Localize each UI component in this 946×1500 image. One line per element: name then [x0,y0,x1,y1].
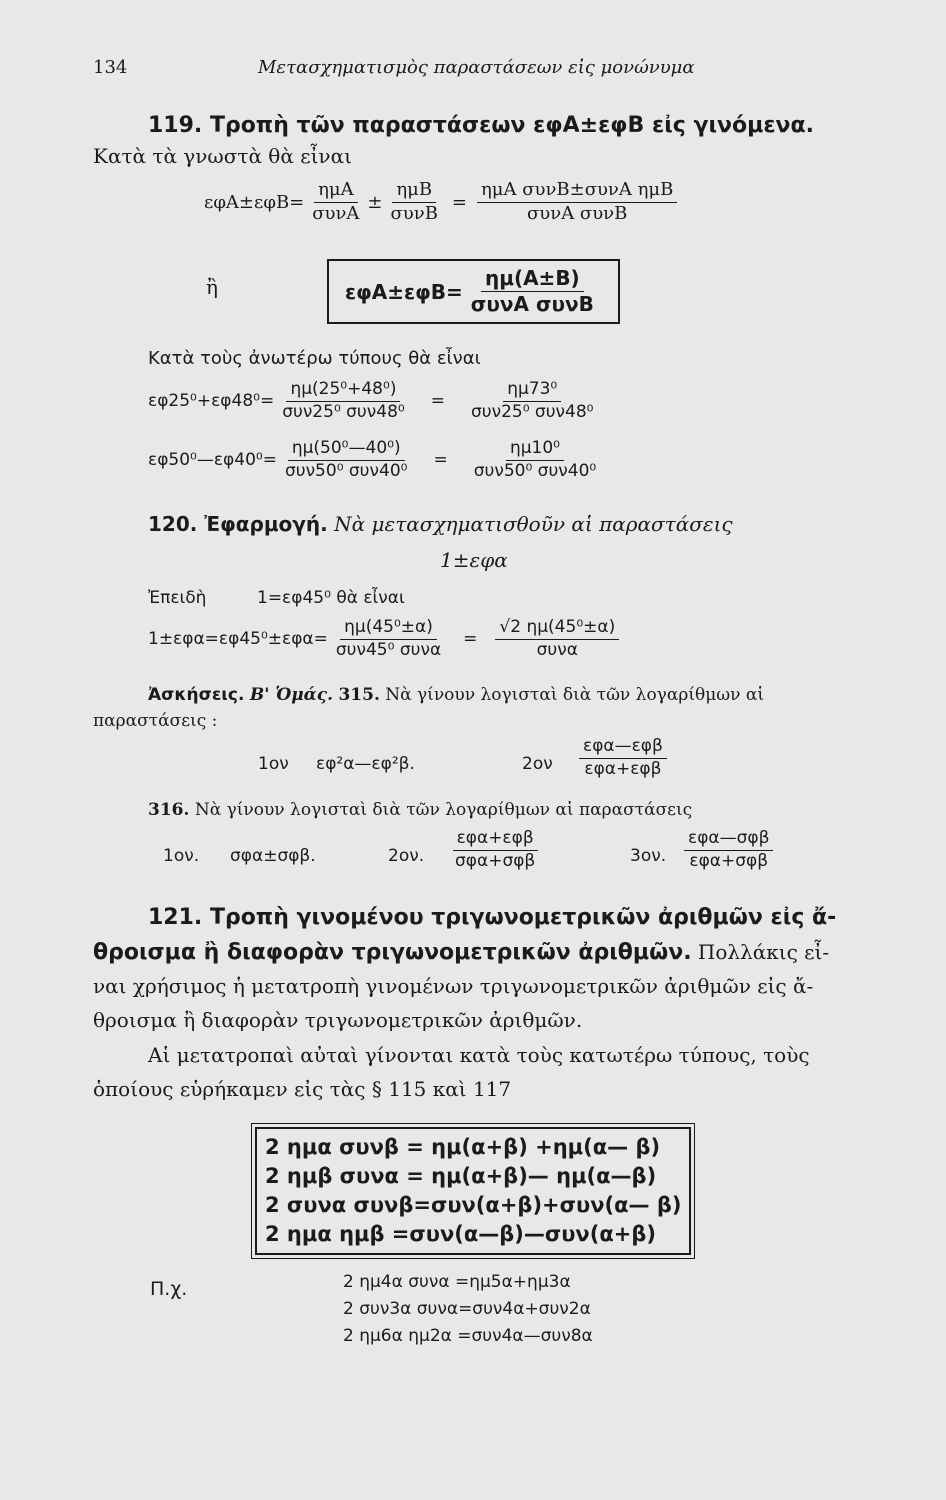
fraction [387,180,442,224]
section-119-intro: Κατὰ τὰ γνωστὰ θὰ εἶναι [93,144,352,168]
denominator: συνΑ συνΒ [470,292,594,316]
formula-tan-sum [204,180,681,224]
formula-line: 2 συνα συνβ=συν(α+β)+συν(α— β) [265,1193,682,1217]
since-word: Ἐπειδὴ [148,588,207,608]
fraction [467,380,598,422]
item-label: 3ον. [630,846,667,866]
item-fraction [575,737,671,779]
example-2 [148,439,604,481]
denominator: συν45⁰ συνα [335,639,442,660]
exercises-315 [148,685,764,705]
denominator: συνΒ [390,202,438,224]
denominator: εφα+εφβ [584,758,662,779]
section-120-title: 120. Ἐφαρμογή. [148,512,328,536]
section-121-heading: 121. Τροπὴ γινομένου τριγωνομετρικῶν ἀριθμῶν εἰς ἄ- [148,905,837,930]
fraction [470,439,601,481]
item-label: 1ον. [163,846,200,866]
formula-lhs: εφΑ±εφΒ= [204,191,305,213]
boxed-formulas-121 [255,1127,691,1255]
according-text: Κατὰ τοὺς ἀνωτέρω τύπους θὰ εἶναι [148,348,481,369]
section-120-statement: Νὰ μετασχηματισθοῦν αἱ παραστάσεις [334,512,733,536]
numerator: ημ(50⁰—40⁰) [288,439,405,461]
section-121-heading-cont: θροισμα ἢ διαφορὰν τριγωνομετρικῶν ἀριθμῶν. [93,940,692,965]
formula-lhs: εφ50⁰—εφ40⁰= [148,450,277,471]
item-expression: εφ²α—εφ²β. [316,754,415,774]
plus-minus: ± [367,191,383,213]
exercise-316 [148,800,692,820]
exercise-text: Νὰ γίνουν λογισταὶ διὰ τῶν λογαρίθμων αἱ [385,685,765,705]
equals: = [433,450,448,471]
equals: = [451,191,468,213]
example-line: 2 συν3α συνα=συν4α+συν2α [343,1299,591,1319]
equals: = [463,629,478,650]
exercise-number: 316. [148,800,190,820]
formula-line: 2 ημβ συνα = ημ(α+β)— ημ(α—β) [265,1164,657,1188]
formula-line: 2 ημα ημβ =συν(α—β)—συν(α+β) [265,1222,656,1246]
page-number: 134 [93,57,128,78]
fraction [467,267,598,316]
exercises-label: Ἀσκήσεις. [148,685,245,705]
formula-120 [148,618,623,660]
example-1 [148,380,601,422]
item-expression: σφα±σφβ. [230,846,316,866]
section-120-expression: 1±εφα [440,548,508,572]
numerator: εφα—εφβ [579,737,667,759]
item-label: 2ον. [388,846,425,866]
paragraph-line: Αἱ μετατροπαὶ αὐταὶ γίνονται κατὰ τοὺς κατωτέρω τύπους, τοὺς [148,1043,810,1067]
formula-line: 2 ημα συνβ = ημ(α+β) +ημ(α— β) [265,1135,661,1159]
denominator: συνΑ συνΒ [527,202,628,224]
fraction [308,180,363,224]
denominator: συν25⁰ συν48⁰ [470,401,594,422]
equals: = [430,391,445,412]
example-label: Π.χ. [150,1278,188,1300]
numerator: εφα—σφβ [684,829,773,851]
exercise-315-continued: παραστάσεις : [93,711,218,731]
paragraph-text: Πολλάκις εἶ- [697,940,830,964]
item-fraction [447,829,543,871]
numerator: ημ(25⁰+48⁰) [286,380,400,402]
paragraph-line: ὁποίους εὑρήκαμεν εἰς τὰς § 115 καὶ 117 [93,1077,512,1101]
example-line: 2 ημ6α ημ2α =συν4α—συν8α [343,1326,593,1346]
fraction [579,737,667,779]
item-fraction [680,829,777,871]
fraction [278,380,409,422]
numerator: ημ(45⁰±α) [340,618,437,640]
numerator: ημΑ συνΒ±συνΑ ημΒ [477,180,677,203]
item-label: 2ον [522,754,553,774]
paragraph-line: θροισμα ἢ διαφορὰν τριγωνομετρικῶν ἀριθμῶν. [93,1008,583,1032]
formula-lhs: 1±εφα=εφ45⁰±εφα= [148,629,328,650]
formula-lhs: εφΑ±εφΒ= [345,279,463,304]
exercise-number: 315. [338,685,380,705]
numerator: √2 ημ(45⁰±α) [495,618,619,640]
fraction [332,618,445,660]
or-word: ἢ [206,275,218,299]
exercise-text: Νὰ γίνουν λογισταὶ διὰ τῶν λογαρίθμων αἱ παραστάσεις [194,800,693,820]
item-label: 1ον [258,754,289,774]
denominator: συν25⁰ συν48⁰ [282,401,405,422]
since-equation: 1=εφ45⁰ θὰ εἶναι [257,588,405,608]
denominator: σφα+σφβ [455,850,536,871]
fraction [477,180,677,224]
formula-lhs: εφ25⁰+εφ48⁰= [148,391,275,412]
numerator: ημ(Α±Β) [481,267,584,292]
exercises-group: Β' Ὁμάς. [249,685,334,705]
paragraph-line: ναι χρήσιμος ἡ μετατροπὴ γινομένων τριγωνομετρικῶν ἀριθμῶν εἰς ἄ- [93,974,814,998]
section-119-heading: 119. Τροπὴ τῶν παραστάσεων εφΑ±εφΒ εἰς γινόμενα. [148,113,815,138]
fraction [495,618,619,660]
section-120-heading [148,512,733,536]
numerator: ημΑ [314,180,357,203]
numerator: ημΒ [392,180,436,203]
numerator: ημ73⁰ [503,380,561,402]
fraction [281,439,412,481]
fraction [451,829,539,871]
running-title: Μετασχηματισμὸς παραστάσεων εἰς μονώνυμα [258,57,695,78]
section-121-line2 [93,940,829,965]
denominator: συν50⁰ συν40⁰ [284,460,408,481]
denominator: εφα+σφβ [689,850,769,871]
example-line: 2 ημ4α συνα =ημ5α+ημ3α [343,1272,571,1292]
denominator: συνα [536,639,578,660]
denominator: συν50⁰ συν40⁰ [473,460,597,481]
numerator: εφα+εφβ [453,829,538,851]
denominator: συνΑ [312,202,360,224]
boxed-formula-119 [327,259,620,324]
fraction [684,829,773,871]
numerator: ημ10⁰ [506,439,564,461]
